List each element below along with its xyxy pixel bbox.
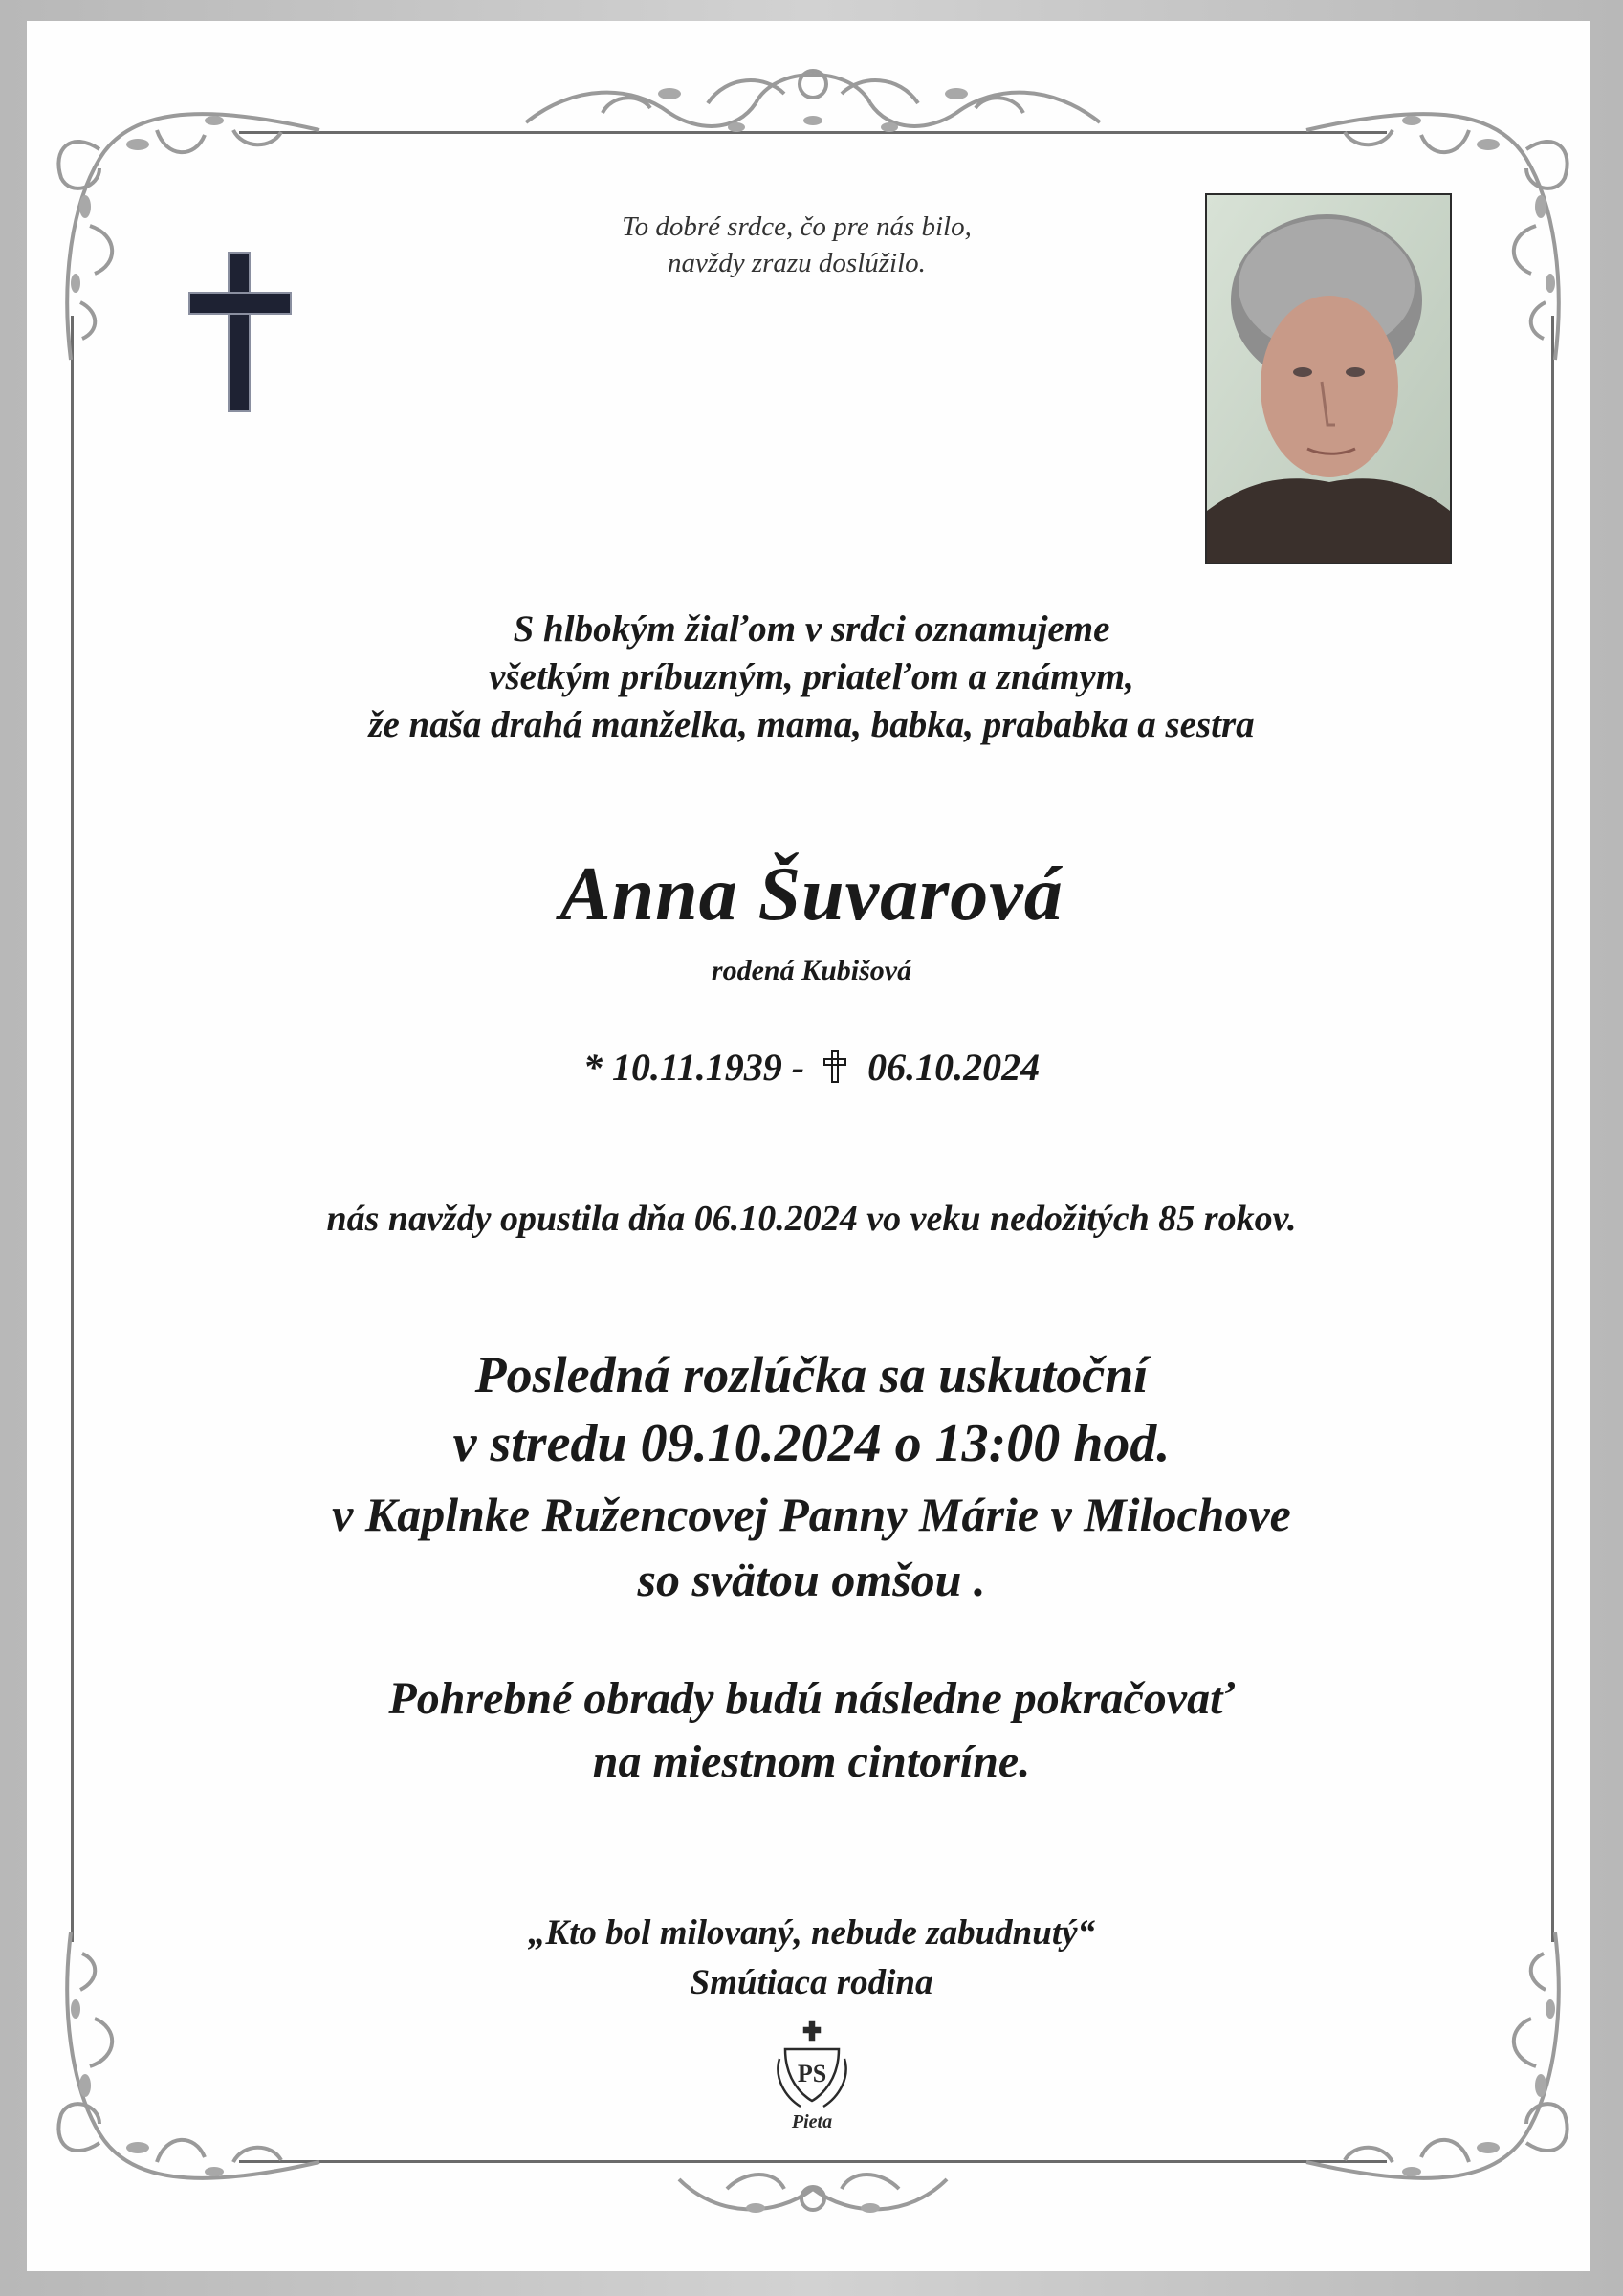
death-announcement: nás navždy opustila dňa 06.10.2024 vo veku nedožitých 85 rokov. [326,1199,1297,1239]
death-date: 06.10.2024 [867,1046,1041,1089]
pieta-logo [772,2020,852,2133]
latin-cross-icon [187,251,293,413]
bottom-center-ornament-icon [669,2151,956,2237]
maiden-name: rodená Kubišová [711,955,912,986]
top-center-ornament-icon [516,46,1109,151]
cross-symbol-icon [822,1049,848,1084]
motto-line-2: navždy zrazu doslúžilo. [668,248,926,278]
birth-date: * 10.11.1939 - [582,1046,805,1089]
deceased-name: Anna Šuvarová [559,852,1064,937]
intro-line-1: S hlbokým žiaľom v srdci oznamujeme [513,608,1110,650]
farewell-line-4: so svätou omšou . [637,1553,986,1606]
logo-name: Pieta [791,2111,833,2132]
farewell-line-3: v Kaplnke Ružencovej Panny Márie v Milochove [332,1488,1291,1541]
logo-initials: PS [797,2060,827,2087]
portrait-photo [1205,193,1452,564]
life-dates [0,1045,1623,1090]
motto-line-1: To dobré srdce, čo pre nás bilo, [622,211,972,242]
farewell-line-1: Posledná rozlúčka sa uskutoční [474,1346,1149,1403]
memorial-quote: „Kto bol milovaný, nebude zabudnutý“ [527,1913,1096,1953]
intro-line-2: všetkým príbuzným, priateľom a známym, [489,656,1134,697]
intro-line-3: že naša drahá manželka, mama, babka, prababka a sestra [368,704,1255,745]
signature: Smútiaca rodina [690,1963,933,2002]
burial-line-1: Pohrebné obrady budú následne pokračovať [388,1673,1235,1724]
burial-line-2: na miestnom cintoríne. [592,1736,1031,1787]
farewell-line-2: v stredu 09.10.2024 o 13:00 hod. [452,1414,1171,1473]
